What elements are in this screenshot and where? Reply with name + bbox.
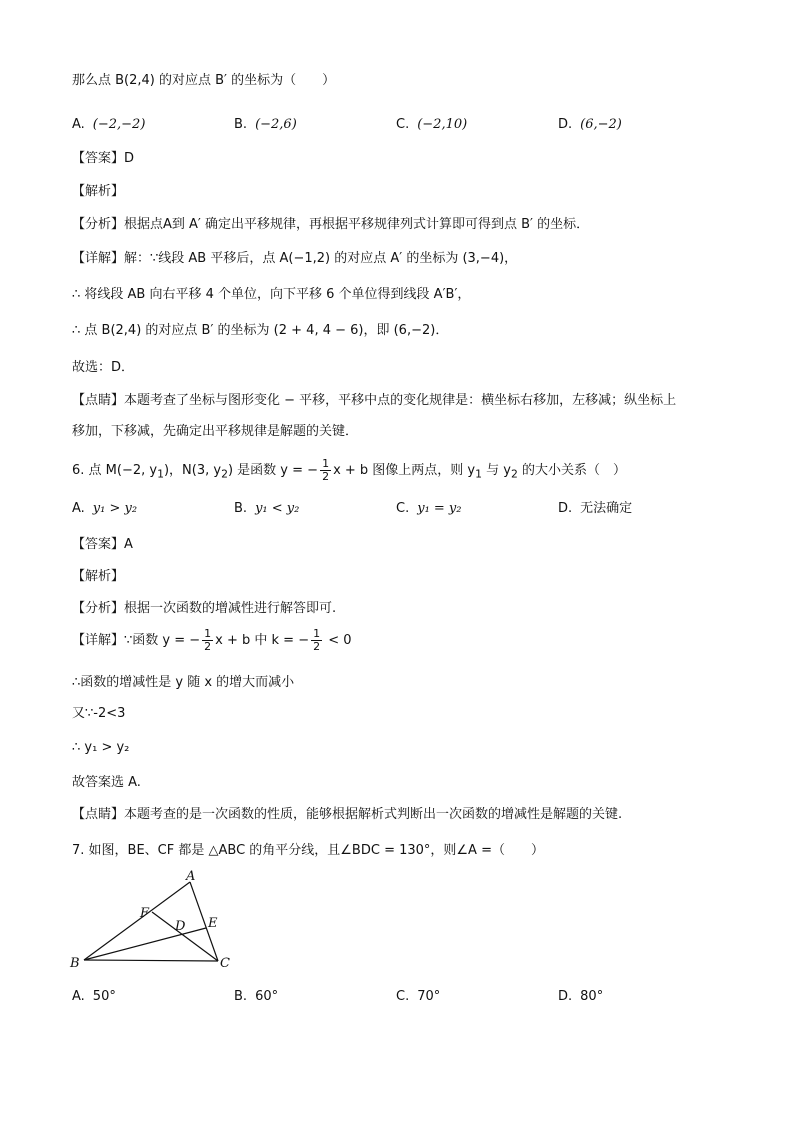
q5-option-b: B. (−2,6) bbox=[234, 117, 297, 132]
q6-option-b: B. y₁ < y₂ bbox=[234, 501, 300, 516]
q5-option-a: A. (−2,−2) bbox=[72, 117, 146, 132]
q7-option-b: B. 60° bbox=[234, 989, 279, 1004]
segment-bc bbox=[84, 960, 218, 961]
q6-line-2: ∴函数的增减性是 y 随 x 的增大而减小 bbox=[72, 675, 295, 690]
q6-option-d: D. 无法确定 bbox=[558, 501, 633, 516]
q5-answer: 【答案】D bbox=[72, 151, 135, 166]
q5-fenxi: 【分析】根据点A到 A′ 确定出平移规律，再根据平移规律列式计算即可得到点 B′ 的坐标． bbox=[72, 217, 590, 232]
label-a: A bbox=[186, 870, 196, 884]
q7-triangle-figure bbox=[66, 870, 246, 980]
label-c: C bbox=[220, 956, 230, 971]
q6-line-4: ∴ y₁ > y₂ bbox=[72, 740, 130, 755]
q6-analysis-tag: 【解析】 bbox=[72, 569, 125, 584]
q5-detail-1: 【详解】解：∵线段 AB 平移后，点 A(−1,2) 的对应点 A′ 的坐标为 (3,−4)， bbox=[72, 251, 518, 266]
label-e: E bbox=[208, 916, 218, 931]
q6-fenxi: 【分析】根据一次函数的增减性进行解答即可. bbox=[72, 601, 337, 616]
q5-choose: 故选：D． bbox=[72, 360, 135, 375]
q6-answer: 【答案】A bbox=[72, 537, 133, 552]
q6-detail: 【详解】∵函数 y = − $\frac{1}{2}$ x + b 中 k = − $\frac{1}{2}$ < 0 bbox=[72, 627, 352, 653]
q5-option-c: C. (−2,10) bbox=[396, 117, 468, 132]
q6-option-c: C. y₁ = y₂ bbox=[396, 501, 462, 516]
q7-option-a: A. 50° bbox=[72, 989, 116, 1004]
q5-dianjing-2: 移加，下移减，先确定出平移规律是解题的关键． bbox=[72, 424, 359, 439]
q6-stem: 6. 点 M(−2, $y_1$)，N(3, $y_2$) 是函数 y = − $\frac{1}{2}$ x + b 图像上两点，则 $y_1$ 与 $y_2$ 的大小关系（ ） bbox=[72, 457, 627, 483]
label-b: B bbox=[70, 956, 80, 971]
q5-stem: 那么点 B(2,4) 的对应点 B′ 的坐标为（ ） bbox=[72, 73, 336, 88]
q6-detail-fraction-1: $\frac{1}{2}$ bbox=[204, 627, 212, 653]
q6-option-a: A. y₁ > y₂ bbox=[72, 501, 138, 516]
label-d: D bbox=[175, 919, 186, 934]
q7-option-c: C. 70° bbox=[396, 989, 441, 1004]
q5-detail-2: ∴ 将线段 AB 向右平移 4 个单位，向下平移 6 个单位得到线段 A′B′， bbox=[72, 287, 471, 302]
q7-option-d: D. 80° bbox=[558, 989, 604, 1004]
q5-detail-3: ∴ 点 B(2,4) 的对应点 B′ 的坐标为 (2 + 4, 4 − 6)，即 (6,−2)． bbox=[72, 323, 449, 338]
q6-line-3: 又∵-2<3 bbox=[72, 706, 126, 721]
q6-dianjing: 【点睛】本题考查的是一次函数的性质，能够根据解析式判断出一次函数的增减性是解题的关键. bbox=[72, 807, 623, 822]
q7-stem: 7. 如图，BE、CF 都是 △ABC 的角平分线，且∠BDC = 130°，则∠A =（ ） bbox=[72, 843, 544, 858]
q5-option-d: D. (6,−2) bbox=[558, 117, 622, 132]
q6-choose: 故答案选 A. bbox=[72, 775, 141, 790]
q6-stem-fraction: $\frac{1}{2}$ bbox=[322, 457, 330, 483]
label-f: F bbox=[140, 906, 150, 921]
q6-detail-fraction-2: $\frac{1}{2}$ bbox=[313, 627, 321, 653]
segment-be bbox=[84, 928, 206, 960]
q5-dianjing-1: 【点睛】本题考查了坐标与图形变化 − 平移，平移中点的变化规律是：横坐标右移加，左移减；纵坐标上 bbox=[72, 393, 677, 408]
q5-analysis-tag: 【解析】 bbox=[72, 184, 125, 199]
